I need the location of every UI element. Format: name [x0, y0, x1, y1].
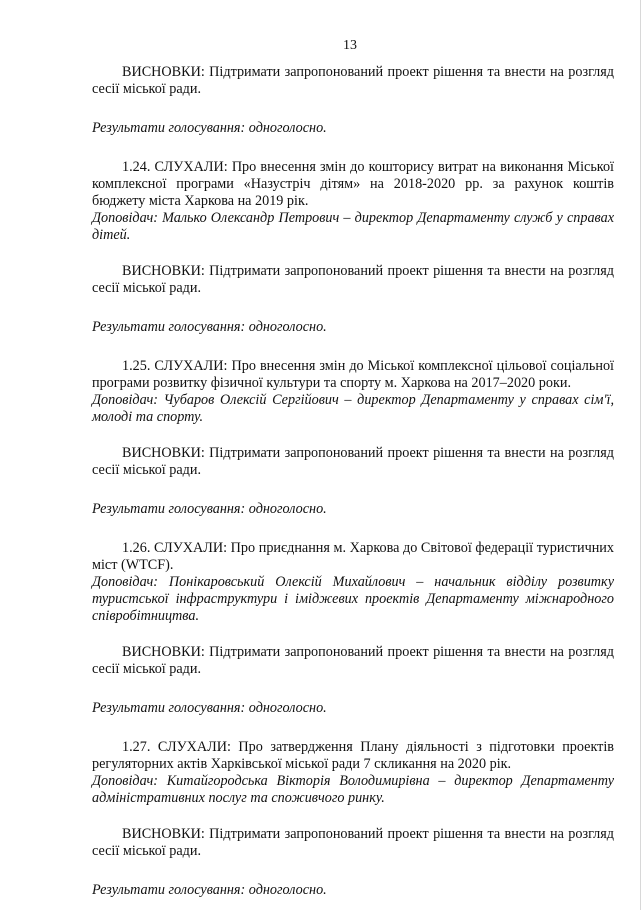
voting-result: Результати голосування: одноголосно.: [92, 319, 327, 335]
conclusion-paragraph: ВИСНОВКИ: Підтримати запропонований проект рішення та внести на розгляд сесії міської ради.: [92, 644, 614, 677]
voting-result: Результати голосування: одноголосно.: [92, 882, 327, 898]
conclusion-paragraph: ВИСНОВКИ: Підтримати запропонований проект рішення та внести на розгляд сесії міської ради.: [92, 64, 614, 97]
voting-result: Результати голосування: одноголосно.: [92, 120, 327, 136]
page-number: 13: [343, 38, 357, 53]
heard-paragraph: 1.27. СЛУХАЛИ: Про затвердження Плану діяльності з підготовки проектів регуляторних актів Харківської міської ради 7 скликання на 2020 рік.: [92, 739, 614, 772]
speaker-paragraph: Доповідач: Малько Олександр Петрович – директор Департаменту служб у справах дітей.: [92, 210, 614, 243]
heard-paragraph: 1.26. СЛУХАЛИ: Про приєднання м. Харкова до Світової федерації туристичних міст (WTCF).: [92, 540, 614, 573]
document-body: [92, 64, 614, 899]
speaker-paragraph: Доповідач: Чубаров Олексій Сергійович – директор Департаменту у справах сім'ї, молоді та спорту.: [92, 392, 614, 425]
conclusion-paragraph: ВИСНОВКИ: Підтримати запропонований проект рішення та внести на розгляд сесії міської ради.: [92, 826, 614, 859]
speaker-paragraph: Доповідач: Китайгородська Вікторія Володимирівна – директор Департаменту адміністративних послуг та споживчого ринку.: [92, 773, 614, 806]
heard-paragraph: 1.25. СЛУХАЛИ: Про внесення змін до Міської комплексної цільової соціальної програми розвитку фізичної культури та спорту м. Харкова на 2017–2020 роки.: [92, 358, 614, 391]
conclusion-paragraph: ВИСНОВКИ: Підтримати запропонований проект рішення та внести на розгляд сесії міської ради.: [92, 445, 614, 478]
voting-result: Результати голосування: одноголосно.: [92, 501, 327, 517]
heard-paragraph: 1.24. СЛУХАЛИ: Про внесення змін до кошторису витрат на виконання Міської комплексної програми «Назустріч дітям» на 2018-2020 рр. за рахунок коштів бюджету міста Харкова на 2019 рік.: [92, 159, 614, 209]
voting-result: Результати голосування: одноголосно.: [92, 700, 327, 716]
conclusion-paragraph: ВИСНОВКИ: Підтримати запропонований проект рішення та внести на розгляд сесії міської ради.: [92, 263, 614, 296]
speaker-paragraph: Доповідач: Понікаровський Олексій Михайлович – начальник відділу розвитку туристської інфраструктури і іміджевих проектів Департаменту міжнародного співробітництва.: [92, 574, 614, 624]
